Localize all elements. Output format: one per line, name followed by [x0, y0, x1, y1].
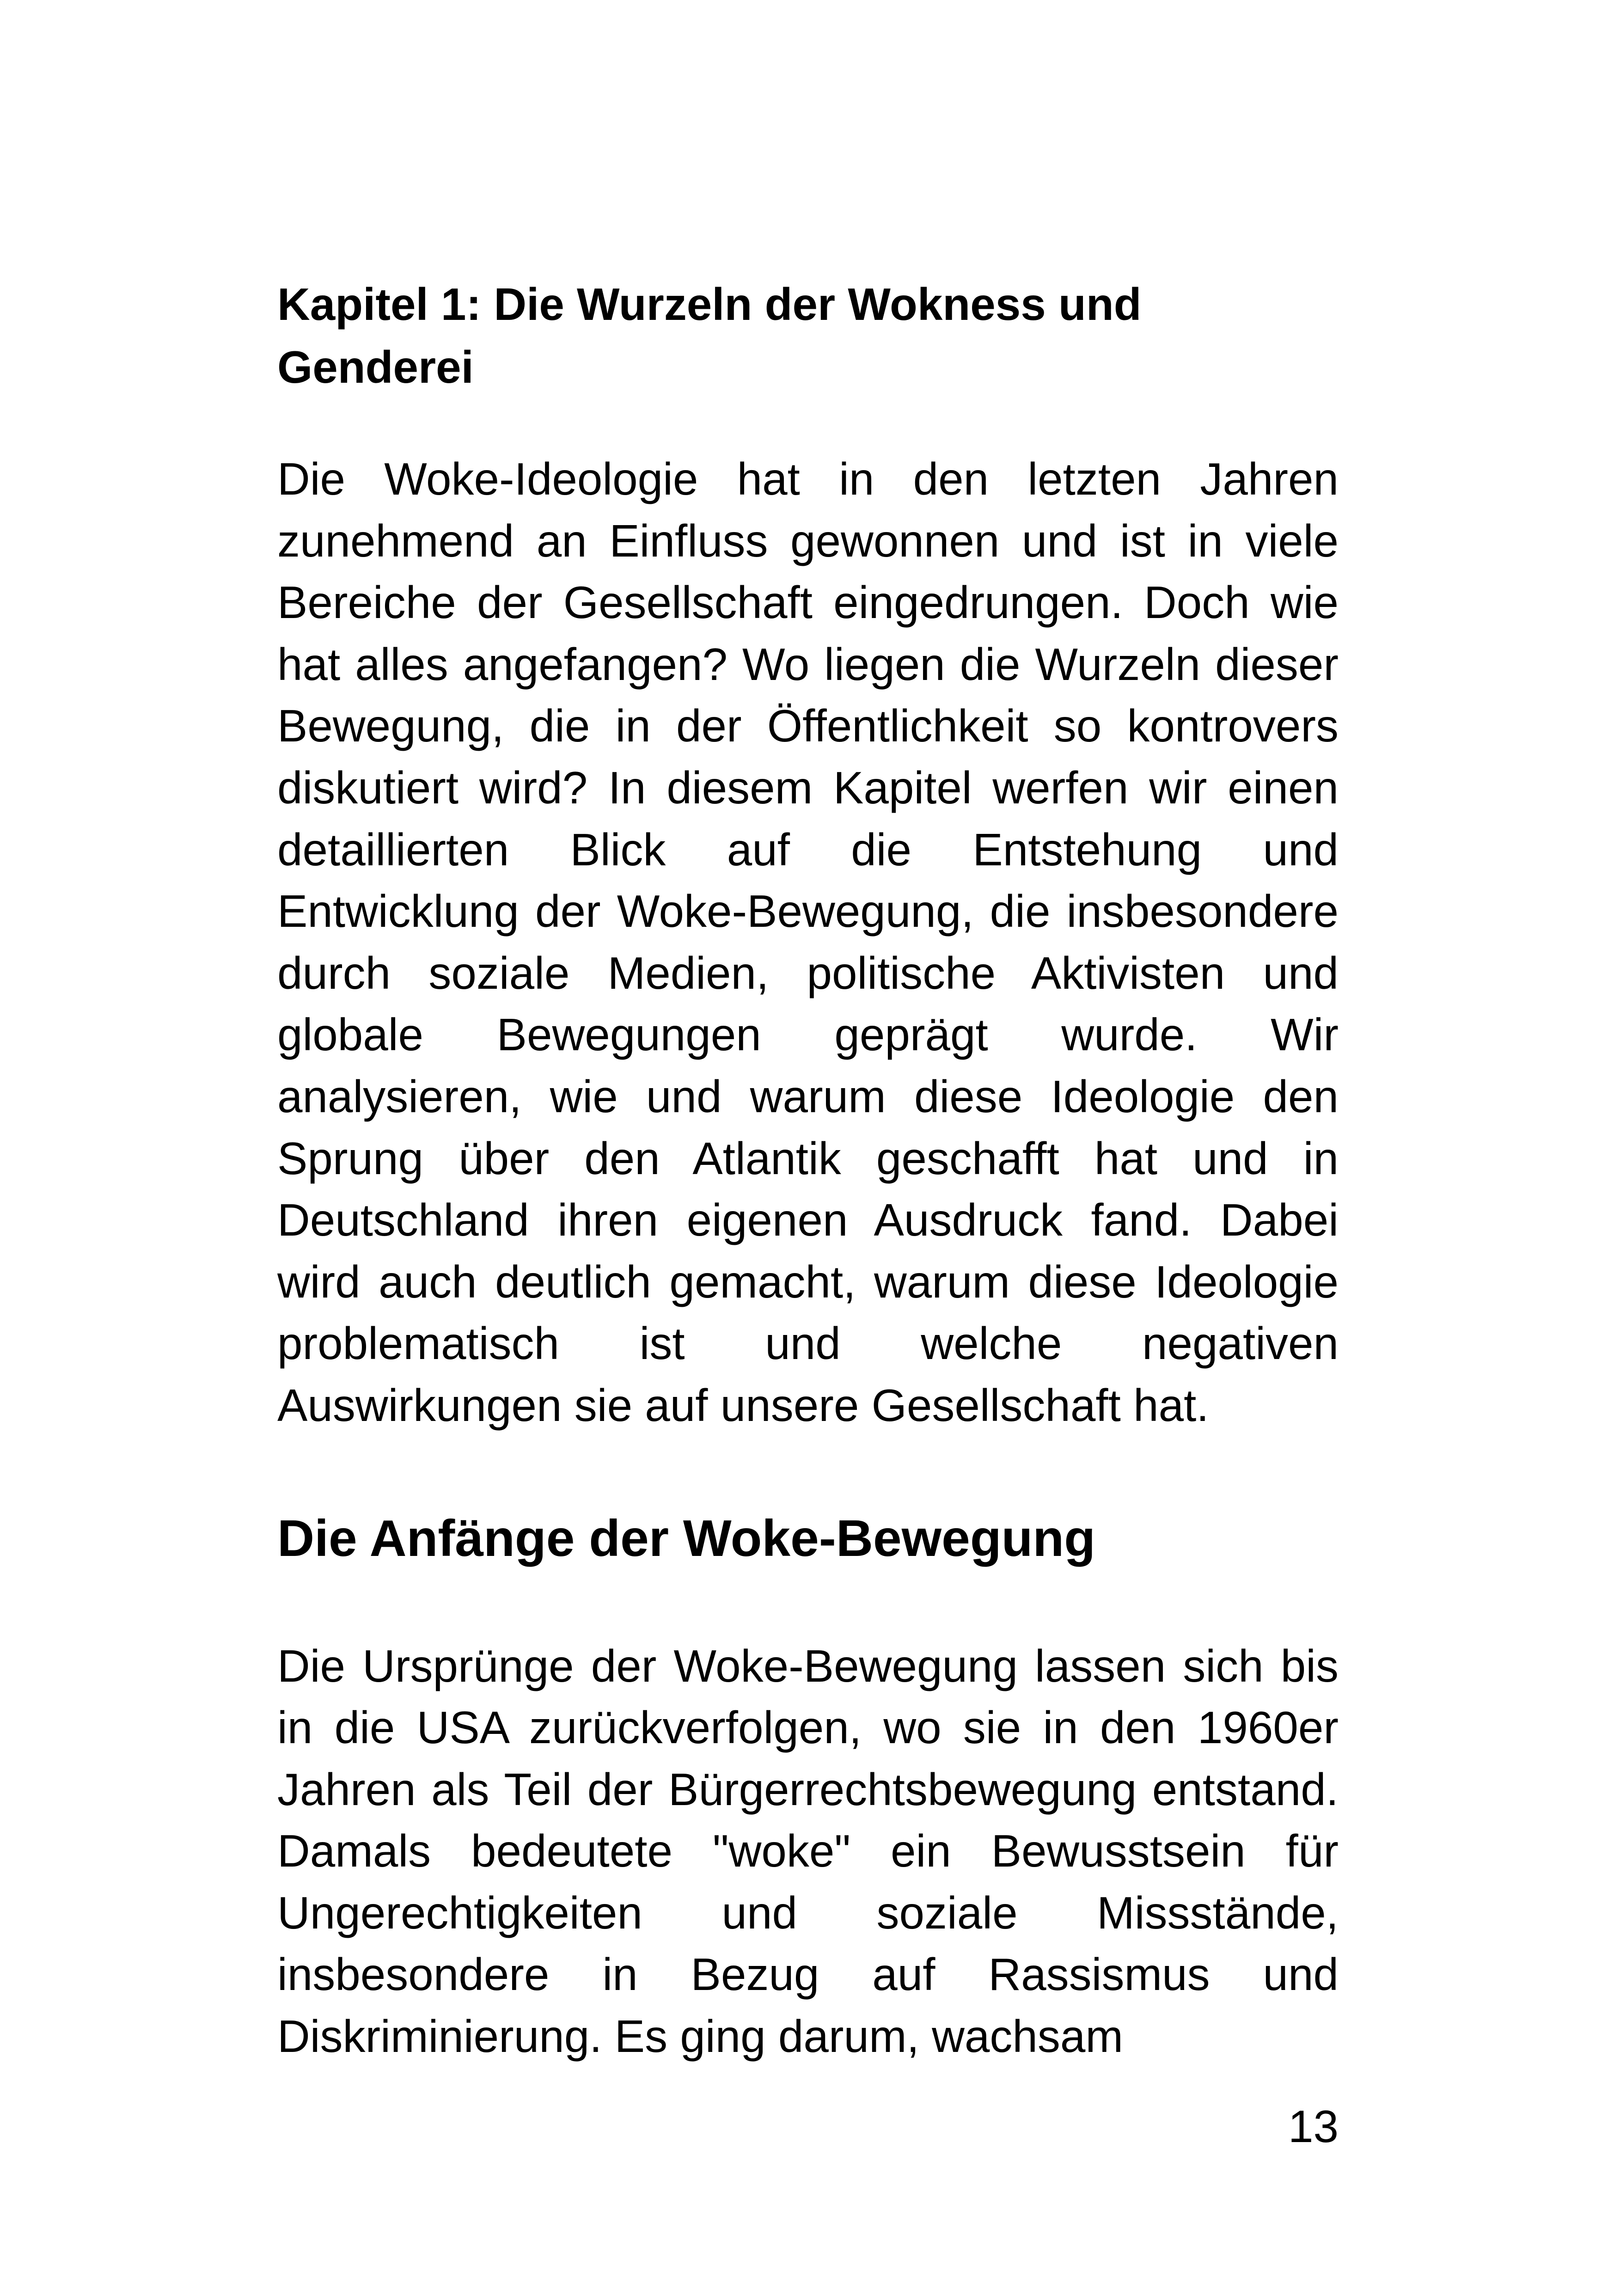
- intro-paragraph: Die Woke-Ideologie hat in den letzten Jahren zunehmend an Einfluss gewonnen und ist in viele Bereiche der Gesellschaft eingedrungen. Doch wie hat alles angefangen? Wo liegen die Wurzeln dieser Bewegung, die in der Öffentlichkeit so kontrovers diskutiert wird? In diesem Kapitel werfen wir einen detaillierten Blick auf die Entstehung und Entwicklung der Woke-Bewegung, die insbesondere durch soziale Medien, politische Aktivisten und globale Bewegungen geprägt wurde. Wir analysieren, wie und warum diese Ideologie den Sprung über den Atlantik geschafft hat und in Deutschland ihren eigenen Ausdruck fand. Dabei wird auch deutlich gemacht, warum diese Ideologie problematisch ist und welche negativen Auswirkungen sie auf unsere Gesellschaft hat.: [277, 453, 1339, 1431]
- section-title: Die Anfänge der Woke-Bewegung: [277, 1509, 1096, 1567]
- page-number: 13: [1288, 2101, 1339, 2152]
- page-content: [277, 273, 1339, 2068]
- chapter-title: [277, 273, 1339, 398]
- chapter-title-line-1: Kapitel 1: Die Wurzeln der Wokness und: [277, 279, 1142, 330]
- chapter-title-line-2: Genderei: [277, 342, 474, 392]
- section-paragraph: Die Ursprünge der Woke-Bewegung lassen sich bis in die USA zurückverfolgen, wo sie in den 1960er Jahren als Teil der Bürgerrechtsbewegung entstand. Damals bedeutete "woke" ein Bewusstsein für Ungerechtigkeiten und soziale Missstände, insbesondere in Bezug auf Rassismus und Diskriminierung. Es ging darum, wachsam: [277, 1640, 1339, 2062]
